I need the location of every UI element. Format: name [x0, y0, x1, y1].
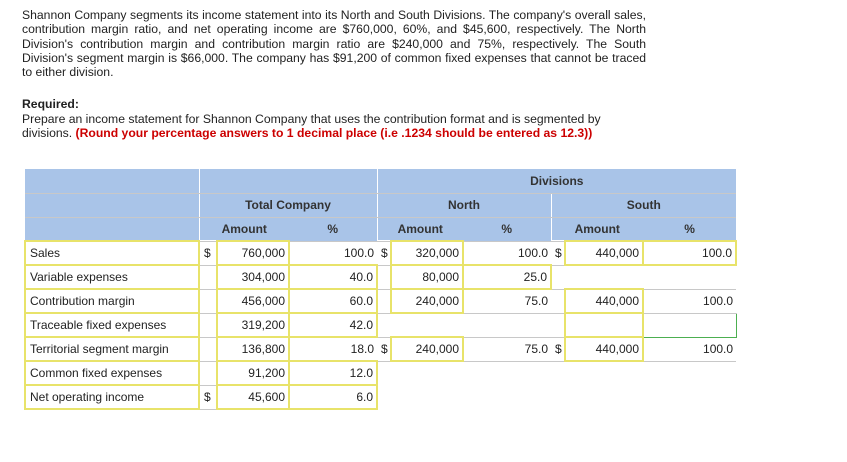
common-total-amount[interactable]: 91,200: [217, 361, 289, 385]
currency-symbol: $: [377, 337, 391, 361]
variable-south-pct[interactable]: [643, 265, 736, 289]
variable-total-pct[interactable]: 40.0: [289, 265, 377, 289]
total-pct-header: %: [289, 217, 377, 241]
row-label-traceable-fixed: Traceable fixed expenses: [25, 313, 199, 337]
cm-south-pct[interactable]: 100.0: [643, 289, 736, 313]
header-row-divisions: [25, 169, 736, 193]
sales-total-pct[interactable]: 100.0: [289, 241, 377, 265]
income-statement-table: [24, 169, 737, 410]
variable-north-amount[interactable]: 80,000: [391, 265, 463, 289]
row-label-sales: Sales: [25, 241, 199, 265]
rounding-note: (Round your percentage answers to 1 decimal place (i.e .1234 should be entered as 12.3)): [75, 126, 593, 141]
row-label-segment-margin: Territorial segment margin: [25, 337, 199, 361]
sales-total-amount[interactable]: 760,000: [217, 241, 289, 265]
currency-symbol: $: [199, 385, 217, 409]
total-amount-header: Amount: [199, 217, 289, 241]
table-row: [25, 241, 736, 265]
variable-total-amount[interactable]: 304,000: [217, 265, 289, 289]
required-instruction: Prepare an income statement for Shannon Company that uses the contribution format and is segmented by divisions.: [22, 112, 601, 141]
segment-south-pct[interactable]: 100.0: [643, 337, 736, 361]
north-pct-header: %: [463, 217, 551, 241]
sales-south-amount[interactable]: 440,000: [565, 241, 643, 265]
divisions-header: Divisions: [377, 169, 736, 193]
traceable-north-amount[interactable]: [391, 313, 463, 337]
variable-south-amount[interactable]: [565, 265, 643, 289]
sales-south-pct[interactable]: 100.0: [643, 241, 736, 265]
cm-total-amount[interactable]: 456,000: [217, 289, 289, 313]
table-row: [25, 385, 736, 409]
sales-north-amount[interactable]: 320,000: [391, 241, 463, 265]
required-text: [22, 112, 646, 141]
row-label-contribution-margin: Contribution margin: [25, 289, 199, 313]
segment-south-amount[interactable]: 440,000: [565, 337, 643, 361]
north-amount-header: Amount: [377, 217, 463, 241]
cm-total-pct[interactable]: 60.0: [289, 289, 377, 313]
variable-north-pct[interactable]: 25.0: [463, 265, 551, 289]
sales-north-pct[interactable]: 100.0: [463, 241, 551, 265]
total-company-header: Total Company: [199, 193, 377, 217]
row-label-common-fixed: Common fixed expenses: [25, 361, 199, 385]
header-row-columns: [25, 217, 736, 241]
segment-north-amount[interactable]: 240,000: [391, 337, 463, 361]
common-total-pct[interactable]: 12.0: [289, 361, 377, 385]
cm-north-amount[interactable]: 240,000: [391, 289, 463, 313]
currency-symbol: $: [551, 337, 565, 361]
segment-total-amount[interactable]: 136,800: [217, 337, 289, 361]
south-pct-header: %: [643, 217, 736, 241]
header-row-segments: [25, 193, 736, 217]
table-row: [25, 265, 736, 289]
table-row: [25, 289, 736, 313]
traceable-total-amount[interactable]: 319,200: [217, 313, 289, 337]
row-label-net-operating-income: Net operating income: [25, 385, 199, 409]
segment-total-pct[interactable]: 18.0: [289, 337, 377, 361]
table-row: [25, 361, 736, 385]
cm-south-amount[interactable]: 440,000: [565, 289, 643, 313]
south-amount-header: Amount: [551, 217, 643, 241]
cm-north-pct[interactable]: 75.0: [463, 289, 551, 313]
row-label-variable-expenses: Variable expenses: [25, 265, 199, 289]
segment-north-pct[interactable]: 75.0: [463, 337, 551, 361]
table-row: [25, 313, 736, 337]
noi-total-amount[interactable]: 45,600: [217, 385, 289, 409]
north-header: North: [377, 193, 551, 217]
required-title: Required:: [22, 97, 79, 111]
noi-total-pct[interactable]: 6.0: [289, 385, 377, 409]
currency-symbol: $: [551, 241, 565, 265]
traceable-south-pct[interactable]: [643, 313, 736, 337]
traceable-total-pct[interactable]: 42.0: [289, 313, 377, 337]
traceable-north-pct[interactable]: [463, 313, 551, 337]
table-row: [25, 337, 736, 361]
currency-symbol: $: [377, 241, 391, 265]
traceable-south-amount[interactable]: [565, 313, 643, 337]
south-header: South: [551, 193, 736, 217]
currency-symbol: $: [199, 241, 217, 265]
problem-intro: Shannon Company segments its income statement into its North and South Divisions. The company's overall sales, contribution margin ratio, and net operating income are $760,000, 60%, and $45,600, respectively. The North Division's contribution margin and contribution margin ratio are $240,000 and 75%, respectively. The South Division's segment margin is $66,000. The company has $91,200 of common fixed expenses that cannot be traced to either division.: [22, 8, 646, 80]
